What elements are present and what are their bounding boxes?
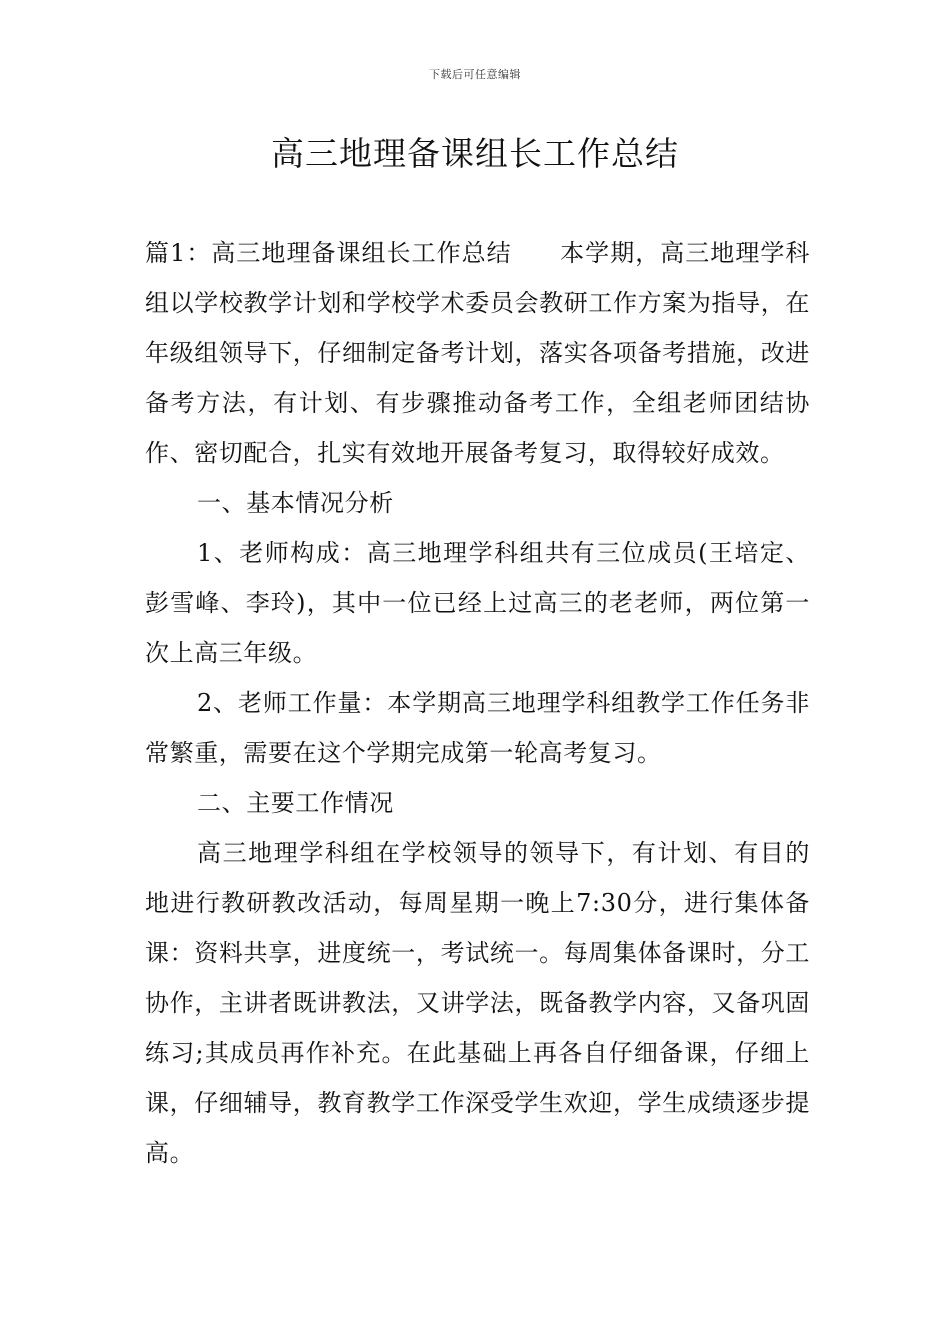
section-heading-main-work: 二、主要工作情况 xyxy=(197,789,394,817)
paragraph-teacher-workload: 2、老师工作量：本学期高三地理学科组教学工作任务非常繁重，需要在这个学期完成第一轮高考复习。 xyxy=(145,689,810,767)
paragraph-main-work: 高三地理学科组在学校领导的领导下，有计划、有目的地进行教研教改活动，每周星期一晚上7:30分，进行集体备课：资料共享，进度统一，考试统一。每周集体备课时，分工协作，主讲者既讲教法，又讲学法，既备教学内容，又备巩固练习;其成员再作补充。在此基础上再各自仔细备课，仔细上课，仔细辅导，教育教学工作深受学生欢迎，学生成绩逐步提高。 xyxy=(145,839,810,1167)
paragraph-intro-text: 本学期，高三地理学科组以学校教学计划和学校学术委员会教研工作方案为指导，在年级组领导下，仔细制定备考计划，落实各项备考措施，改进备考方法，有计划、有步骤推动备考工作，全组老师团结协作、密切配合，扎实有效地开展备考复习，取得较好成效。 xyxy=(145,239,810,467)
paragraph-intro-lead: 篇1：高三地理备课组长工作总结 xyxy=(145,239,512,267)
paragraph-teacher-composition: 1、老师构成：高三地理学科组共有三位成员(王培定、彭雪峰、李玲)，其中一位已经上过高三的老老师，两位第一次上高三年级。 xyxy=(145,539,810,667)
document-title: 高三地理备课组长工作总结 xyxy=(271,134,679,173)
section-heading-basic-situation: 一、基本情况分析 xyxy=(197,489,394,517)
paragraph-intro xyxy=(145,228,810,478)
header-note: 下载后可任意编辑 xyxy=(429,68,521,81)
document-body xyxy=(145,228,810,1178)
